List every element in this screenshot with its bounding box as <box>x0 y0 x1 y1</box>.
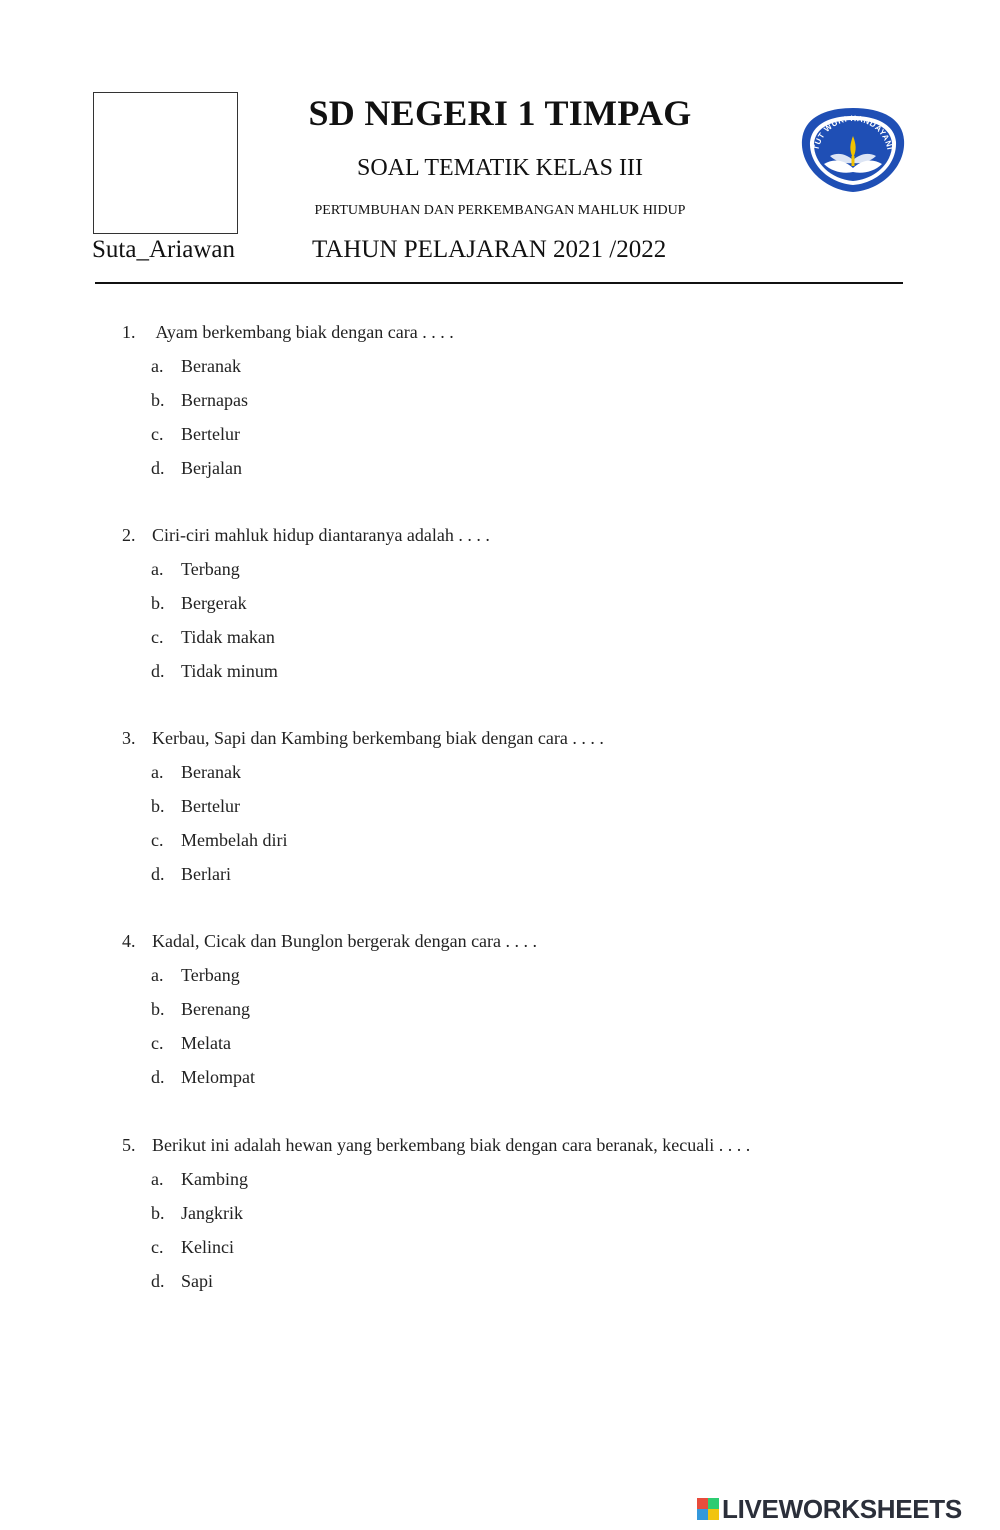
question-text: Ciri-ciri mahluk hidup diantaranya adalah . . . . <box>152 525 490 545</box>
question-text: Ayam berkembang biak dengan cara . . . . <box>152 322 454 342</box>
option-d[interactable] <box>122 857 922 891</box>
option-letter: d. <box>151 661 165 681</box>
option-c[interactable] <box>122 1230 922 1264</box>
option-d[interactable] <box>122 1060 922 1094</box>
question-number: 4. <box>122 931 136 951</box>
subject-title: SOAL TEMATIK KELAS III <box>357 155 643 181</box>
option-letter: b. <box>151 999 165 1019</box>
option-c[interactable] <box>122 1026 922 1060</box>
author-name: Suta_Ariawan <box>92 236 236 263</box>
option-text: Melata <box>181 1033 231 1053</box>
option-text: Bergerak <box>181 593 247 613</box>
option-text: Kambing <box>181 1169 248 1189</box>
option-text: Terbang <box>181 559 240 579</box>
option-d[interactable] <box>122 1264 922 1298</box>
question-1 <box>122 315 922 485</box>
option-letter: d. <box>151 458 165 478</box>
option-b[interactable] <box>122 789 922 823</box>
option-text: Terbang <box>181 965 240 985</box>
question-3 <box>122 721 922 891</box>
option-letter: a. <box>151 965 164 985</box>
option-b[interactable] <box>122 1196 922 1230</box>
question-2 <box>122 518 922 688</box>
option-letter: a. <box>151 356 164 376</box>
option-a[interactable] <box>122 1162 922 1196</box>
logo-motto: TUT WURI HANDAYANI <box>811 113 895 152</box>
option-a[interactable] <box>122 958 922 992</box>
question-5 <box>122 1128 922 1298</box>
question-number: 2. <box>122 525 136 545</box>
option-text: Membelah diri <box>181 830 288 850</box>
option-b[interactable] <box>122 586 922 620</box>
option-letter: b. <box>151 593 165 613</box>
topic-title: PERTUMBUHAN DAN PERKEMBANGAN MAHLUK HIDUP <box>314 203 686 218</box>
option-text: Bertelur <box>181 424 240 444</box>
option-text: Jangkrik <box>181 1203 243 1223</box>
option-text: Bernapas <box>181 390 248 410</box>
option-c[interactable] <box>122 823 922 857</box>
question-4 <box>122 924 922 1094</box>
question-number: 3. <box>122 728 136 748</box>
option-letter: a. <box>151 762 164 782</box>
option-letter: a. <box>151 559 164 579</box>
option-letter: b. <box>151 390 165 410</box>
liveworksheets-logo-icon <box>697 1498 719 1520</box>
option-letter: c. <box>151 1237 164 1257</box>
header-divider <box>95 282 903 284</box>
option-letter: c. <box>151 830 164 850</box>
option-letter: c. <box>151 1033 164 1053</box>
option-a[interactable] <box>122 349 922 383</box>
option-letter: c. <box>151 627 164 647</box>
tut-wuri-handayani-logo-icon <box>800 106 906 194</box>
option-text: Beranak <box>181 356 241 376</box>
option-letter: a. <box>151 1169 164 1189</box>
option-b[interactable] <box>122 383 922 417</box>
option-letter: d. <box>151 1067 165 1087</box>
option-letter: b. <box>151 796 165 816</box>
option-text: Tidak minum <box>181 661 278 681</box>
option-letter: c. <box>151 424 164 444</box>
option-d[interactable] <box>122 451 922 485</box>
school-title: SD NEGERI 1 TIMPAG <box>308 93 692 133</box>
question-number: 5. <box>122 1135 136 1155</box>
question-text: Berikut ini adalah hewan yang berkembang biak dengan cara beranak, kecuali . . . . <box>152 1135 751 1155</box>
option-text: Bertelur <box>181 796 240 816</box>
option-text: Berjalan <box>181 458 242 478</box>
question-number: 1. <box>122 322 136 342</box>
option-text: Beranak <box>181 762 241 782</box>
option-letter: d. <box>151 864 165 884</box>
brand-name: LIVEWORKSHEETS <box>722 1493 962 1524</box>
liveworksheets-brand[interactable] <box>697 1493 962 1525</box>
option-text: Kelinci <box>181 1237 234 1257</box>
option-text: Melompat <box>181 1067 255 1087</box>
option-b[interactable] <box>122 992 922 1026</box>
question-text: Kerbau, Sapi dan Kambing berkembang biak dengan cara . . . . <box>152 728 604 748</box>
option-text: Berlari <box>181 864 231 884</box>
option-text: Sapi <box>181 1271 214 1291</box>
question-text: Kadal, Cicak dan Bunglon bergerak dengan cara . . . . <box>152 931 538 951</box>
option-letter: b. <box>151 1203 165 1223</box>
option-d[interactable] <box>122 654 922 688</box>
option-a[interactable] <box>122 755 922 789</box>
academic-year: TAHUN PELAJARAN 2021 /2022 <box>312 236 667 263</box>
option-a[interactable] <box>122 552 922 586</box>
option-text: Tidak makan <box>181 627 275 647</box>
option-letter: d. <box>151 1271 165 1291</box>
option-c[interactable] <box>122 417 922 451</box>
option-text: Berenang <box>181 999 250 1019</box>
option-c[interactable] <box>122 620 922 654</box>
